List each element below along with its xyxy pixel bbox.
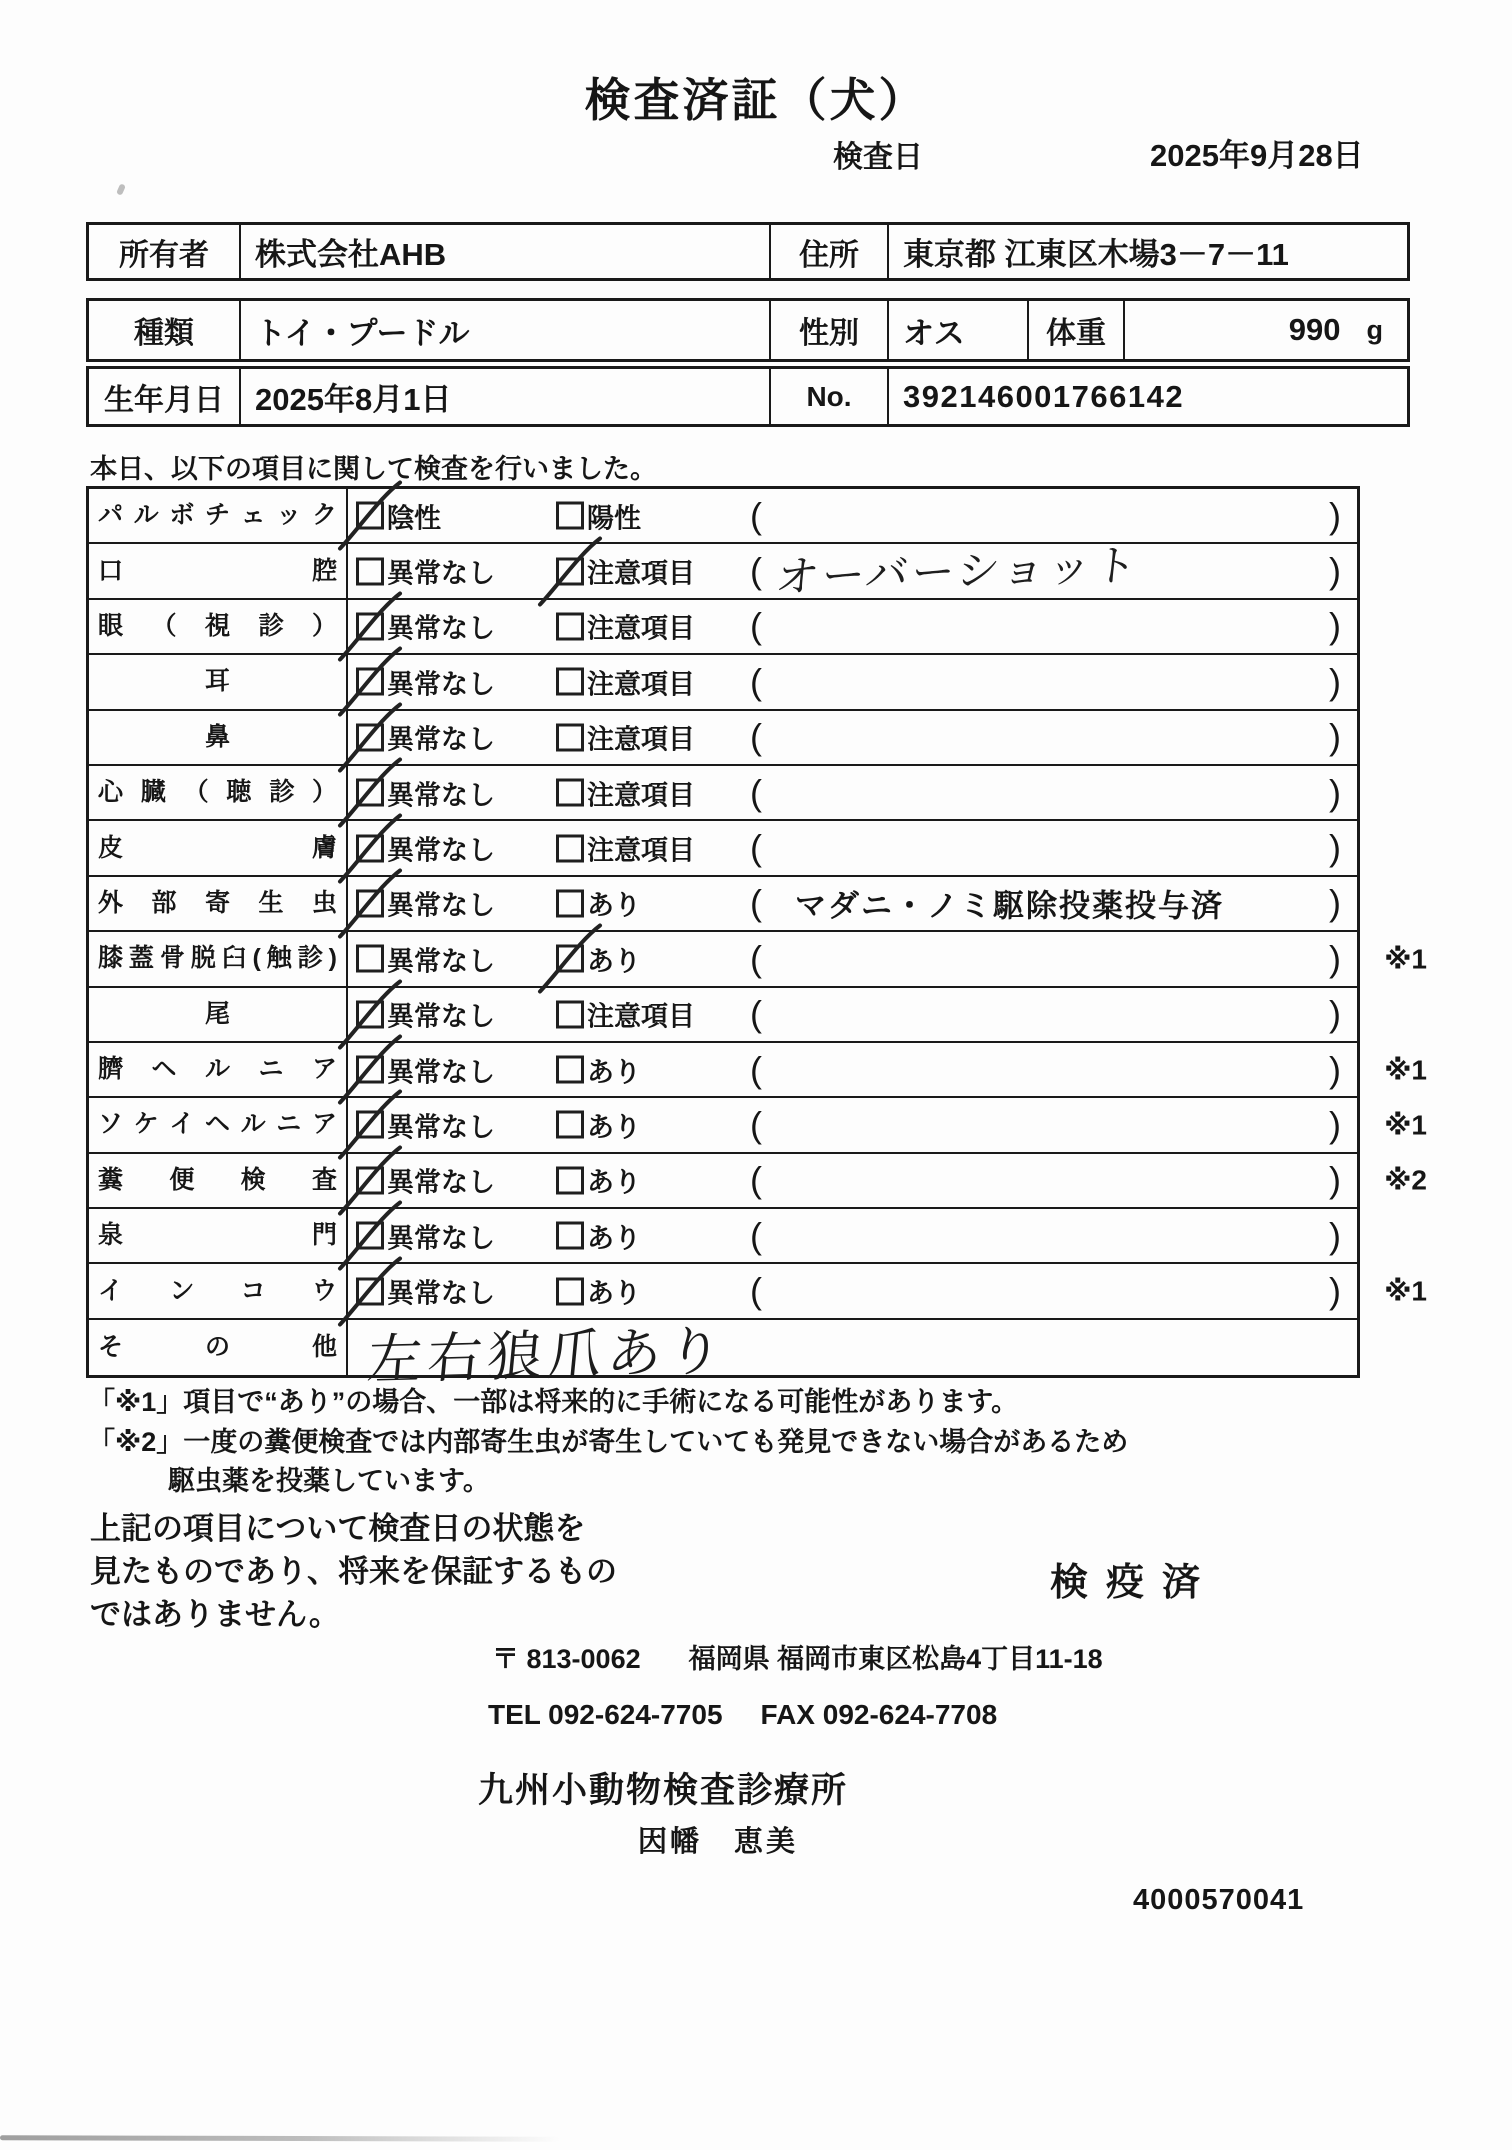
- label-char: （: [151, 611, 177, 640]
- exam-option: [356, 1161, 495, 1200]
- exam-row-content: [348, 1043, 1427, 1096]
- exam-option: [356, 829, 495, 868]
- label-char: そ: [98, 1333, 124, 1362]
- paren-close: ): [1329, 1214, 1341, 1256]
- label-char: ニ: [276, 1110, 302, 1139]
- exam-option-label: あり: [587, 1223, 641, 1254]
- address-label: 住所: [771, 225, 889, 278]
- checkbox-checked: [356, 1111, 384, 1139]
- exam-option: [356, 1216, 495, 1255]
- exam-row-content: [348, 541, 1357, 603]
- exam-option: [556, 496, 641, 535]
- paren-open: (: [750, 937, 762, 979]
- label-char: 口: [98, 556, 124, 585]
- exam-option: [356, 773, 495, 812]
- exam-option-label: 異常なし: [387, 890, 495, 921]
- paren-close: ): [1329, 771, 1341, 813]
- label-char: 視: [204, 611, 230, 640]
- label-char: 臼: [221, 944, 247, 973]
- checkbox-checked: [356, 1222, 384, 1250]
- exam-option: [556, 829, 695, 868]
- checkbox-checked: [356, 1166, 384, 1194]
- exam-row-content: [348, 600, 1357, 653]
- exam-option-label: 異常なし: [387, 613, 495, 644]
- exam-option-label: あり: [587, 1057, 641, 1088]
- number-value: 392146001766142: [903, 378, 1185, 414]
- owner-value: 株式会社AHB: [241, 225, 771, 278]
- breed-label: 種類: [89, 301, 241, 359]
- exam-row-label-cell: [89, 1264, 348, 1317]
- owner-address-table: [86, 222, 1410, 281]
- checkbox: [556, 834, 584, 862]
- paren-close: ): [1329, 937, 1341, 979]
- label-char: 診: [297, 944, 323, 973]
- exam-row-label: [98, 611, 337, 640]
- quarantine-stamp: 検疫済: [1050, 1562, 1219, 1604]
- exam-row-label-cell: [89, 821, 348, 874]
- checkbox-checked: [356, 834, 384, 862]
- exam-row-label: 鼻: [204, 722, 230, 751]
- exam-option-label: あり: [587, 1278, 641, 1309]
- exam-row: [89, 655, 1357, 710]
- label-char: ヘ: [204, 1110, 230, 1139]
- exam-row: [89, 1320, 1357, 1391]
- checkbox: [556, 1277, 584, 1305]
- paren-open: (: [750, 1270, 762, 1312]
- exam-row-label: [98, 556, 337, 585]
- reference-mark: ※1: [1384, 1275, 1427, 1307]
- footnote-1: 「※1」項目で“あり”の場合、一部は将来的に手術になる可能性があります。: [88, 1387, 1019, 1417]
- exam-option: [556, 1161, 641, 1200]
- label-char: ル: [240, 1110, 266, 1139]
- paren-open: (: [750, 1214, 762, 1256]
- exam-row: [89, 1209, 1357, 1264]
- label-char: 脱: [190, 944, 216, 973]
- paren-close: ): [1329, 550, 1341, 592]
- exam-row-label-cell: [89, 655, 348, 708]
- clinic-name: 九州小動物検査診療所: [478, 1771, 849, 1810]
- serial-number: 4000570041: [1133, 1884, 1305, 1916]
- exam-option-label: 異常なし: [387, 1001, 495, 1032]
- birthdate-value: 2025年8月1日: [241, 369, 771, 424]
- exam-option-label: 異常なし: [387, 669, 495, 700]
- exam-option-label: あり: [587, 1112, 641, 1143]
- label-char: イ: [169, 1110, 195, 1139]
- weight-unit: g: [1366, 314, 1383, 345]
- scan-speck: [116, 183, 126, 195]
- exam-option: [556, 884, 641, 923]
- label-char: 聴: [226, 778, 252, 807]
- exam-option: [556, 939, 641, 978]
- checkbox: [356, 557, 384, 585]
- label-char: 膚: [311, 833, 337, 862]
- page-title: 検査済証（犬）: [584, 74, 928, 126]
- exam-option-label: 注意項目: [587, 724, 695, 755]
- label-char: ン: [169, 1276, 195, 1305]
- reference-mark: ※2: [1384, 1164, 1427, 1196]
- exam-option-label: あり: [587, 946, 641, 977]
- label-char: ニ: [258, 1055, 284, 1084]
- exam-row: [89, 821, 1357, 876]
- label-char: ク: [311, 501, 337, 530]
- exam-option-label: 異常なし: [387, 1057, 495, 1088]
- label-char: コ: [240, 1276, 266, 1305]
- number-label: No.: [771, 369, 889, 424]
- label-char: 糞: [98, 1165, 124, 1194]
- label-char: （: [183, 778, 209, 807]
- birthdate-number-table: [86, 366, 1410, 427]
- exam-row-label: 尾: [204, 999, 230, 1028]
- label-char: 虫: [311, 888, 337, 917]
- label-char: 泉: [98, 1221, 124, 1250]
- reference-mark: ※1: [1384, 1054, 1427, 1086]
- exam-row: [89, 1154, 1427, 1209]
- exam-row: [89, 1098, 1427, 1153]
- paren-open: (: [750, 1159, 762, 1201]
- inspection-date-value: 2025年9月28日: [1150, 138, 1364, 173]
- paren-open: (: [750, 494, 762, 536]
- clinic-tel: TEL 092-624-7705: [488, 1699, 723, 1730]
- handwritten-note: 左右狼爪あり: [364, 1321, 731, 1391]
- label-char: ）: [311, 778, 337, 807]
- label-char: 蓋: [128, 944, 154, 973]
- label-char: 臍: [98, 1055, 124, 1084]
- checkbox-checked: [356, 723, 384, 751]
- paren-close: ): [1329, 716, 1341, 758]
- exam-option: [556, 1216, 641, 1255]
- label-char: 部: [151, 888, 177, 917]
- label-char: 診: [258, 611, 284, 640]
- label-char: ボ: [169, 501, 195, 530]
- exam-table-rows: [89, 489, 1427, 1391]
- exam-option-label: 異常なし: [387, 780, 495, 811]
- birthdate-label: 生年月日: [89, 369, 241, 424]
- exam-row-label-cell: [89, 988, 348, 1041]
- exam-option: [556, 1105, 641, 1144]
- exam-row-label: [98, 503, 337, 528]
- inspection-date-label: 検査日: [833, 141, 923, 174]
- exam-row-label-cell: [89, 932, 348, 985]
- exam-row: [89, 877, 1357, 932]
- exam-row-content: [348, 711, 1357, 764]
- exam-row-label-cell: [89, 1209, 348, 1262]
- exam-option: [356, 1050, 495, 1089]
- checkbox: [556, 668, 584, 696]
- exam-row-content: [348, 877, 1357, 930]
- breed-value: トイ・プードル: [241, 301, 771, 359]
- exam-row-label: 耳: [204, 667, 230, 696]
- checkbox: [556, 889, 584, 917]
- paren-open: (: [750, 771, 762, 813]
- label-char: ウ: [311, 1276, 337, 1305]
- exam-row-label-cell: [89, 877, 348, 930]
- paren-close: ): [1329, 494, 1341, 536]
- paren-note-printed: マダニ・ノミ駆除投薬投与済: [795, 888, 1224, 924]
- checkbox-checked: [356, 612, 384, 640]
- label-char: (: [252, 944, 261, 973]
- exam-option-label: 異常なし: [387, 1112, 495, 1143]
- exam-option: [556, 1050, 641, 1089]
- paren-close: ): [1329, 1048, 1341, 1090]
- weight-label: 体重: [1029, 301, 1125, 359]
- label-char: ソ: [98, 1110, 124, 1139]
- label-char: 心: [98, 778, 124, 807]
- label-char: ッ: [276, 501, 302, 530]
- label-char: ヘ: [151, 1055, 177, 1084]
- exam-row-content: [348, 1209, 1357, 1262]
- exam-option-label: 注意項目: [587, 1001, 695, 1032]
- label-char: ケ: [133, 1110, 159, 1139]
- label-char: 骨: [159, 944, 185, 973]
- exam-option-label: 異常なし: [387, 1278, 495, 1309]
- exam-option-label: 注意項目: [587, 669, 695, 700]
- exam-option-label: 注意項目: [587, 558, 695, 589]
- disclaimer-line-3: ではありません。: [90, 1597, 340, 1632]
- exam-row-content: [348, 489, 1357, 542]
- exam-option: [356, 939, 495, 978]
- exam-option-label: 異常なし: [387, 1167, 495, 1198]
- exam-option-label: 異常なし: [387, 558, 495, 589]
- exam-option: [556, 1272, 641, 1311]
- exam-row-label: [98, 1112, 337, 1137]
- label-char: チ: [204, 501, 230, 530]
- exam-row-label: [98, 1223, 337, 1248]
- exam-option-label: あり: [587, 1167, 641, 1198]
- checkbox: [556, 1222, 584, 1250]
- exam-row: [89, 489, 1357, 544]
- exam-row-content: [348, 1154, 1427, 1207]
- exam-row-label-cell: [89, 489, 348, 542]
- label-char: ）: [311, 611, 337, 640]
- checkbox-checked: [356, 1277, 384, 1305]
- checkbox-checked: [356, 502, 384, 530]
- exam-option: [556, 607, 695, 646]
- exam-row-label: [98, 1057, 337, 1082]
- exam-row-label: [98, 1335, 337, 1360]
- exam-row-content: [348, 932, 1427, 985]
- weight-value-cell: [1125, 301, 1407, 359]
- paren-open: (: [750, 827, 762, 869]
- checkbox-checked: [356, 889, 384, 917]
- exam-row: [89, 600, 1357, 655]
- exam-option: [356, 1272, 495, 1311]
- exam-row-label-cell: [89, 544, 348, 597]
- label-char: イ: [98, 1276, 124, 1305]
- label-char: 臓: [140, 778, 166, 807]
- label-char: 膝: [98, 944, 124, 973]
- exam-option: [356, 496, 441, 535]
- exam-row: [89, 1043, 1427, 1098]
- checkbox: [556, 779, 584, 807]
- clinic-postal-code: 〒 813-0062: [492, 1644, 641, 1674]
- paren-close: ): [1329, 1103, 1341, 1145]
- checkbox: [356, 945, 384, 973]
- label-char: ル: [204, 1055, 230, 1084]
- paren-close: ): [1329, 827, 1341, 869]
- exam-row-content: [348, 1098, 1427, 1151]
- exam-row-label-cell: [89, 1320, 348, 1375]
- checkbox-checked: [356, 668, 384, 696]
- paren-open: (: [750, 882, 762, 924]
- exam-row-label: [98, 1165, 337, 1194]
- intro-text: 本日、以下の項目に関して検査を行いました。: [90, 454, 657, 484]
- exam-option: [356, 884, 495, 923]
- exam-row-label-cell: [89, 1154, 348, 1207]
- exam-row-content: [348, 821, 1357, 874]
- exam-option-label: 注意項目: [587, 780, 695, 811]
- paren-open: (: [750, 716, 762, 758]
- breed-sex-weight-table: [86, 298, 1410, 362]
- paren-open: (: [750, 1103, 762, 1145]
- exam-row-content: [348, 766, 1357, 819]
- paren-open: (: [750, 993, 762, 1035]
- exam-row-label: [98, 1276, 337, 1305]
- exam-option: [356, 662, 495, 701]
- paren-close: ): [1329, 605, 1341, 647]
- label-char: 他: [311, 1333, 337, 1362]
- paren-open: (: [750, 660, 762, 702]
- exam-option-label: 異常なし: [387, 946, 495, 977]
- paren-close: ): [1329, 1270, 1341, 1312]
- exam-row-label: [98, 946, 337, 971]
- clinic-tel-line: [488, 1699, 997, 1731]
- exam-table: [86, 486, 1427, 1391]
- checkbox: [556, 612, 584, 640]
- exam-row: [89, 932, 1427, 987]
- exam-row: [89, 541, 1357, 603]
- exam-option: [356, 718, 495, 757]
- label-char: 検: [240, 1165, 266, 1194]
- exam-row-label-cell: [89, 1043, 348, 1096]
- reference-mark: ※1: [1384, 943, 1427, 975]
- checkbox-checked: [556, 557, 584, 585]
- exam-row-content: [348, 1320, 1357, 1391]
- exam-option: [556, 773, 695, 812]
- label-char: 査: [311, 1165, 337, 1194]
- clinic-fax: FAX 092-624-7708: [760, 1699, 998, 1730]
- exam-option: [356, 552, 495, 591]
- label-char: ア: [311, 1110, 337, 1139]
- label-char: ア: [311, 1055, 337, 1084]
- label-char: ル: [133, 501, 159, 530]
- paren-close: ): [1329, 660, 1341, 702]
- paren-open: (: [750, 605, 762, 647]
- exam-row: [89, 988, 1357, 1043]
- exam-row-label: [98, 888, 337, 917]
- exam-option-label: 異常なし: [387, 724, 495, 755]
- paren-open: (: [750, 1048, 762, 1090]
- exam-row-label-cell: [89, 766, 348, 819]
- exam-row-label: [98, 780, 337, 805]
- label-char: 診: [269, 778, 295, 807]
- checkbox-checked: [556, 945, 584, 973]
- exam-row: [89, 766, 1357, 821]
- paren-close: ): [1329, 1159, 1341, 1201]
- exam-row: [89, 711, 1357, 766]
- paren-close: ): [1329, 882, 1341, 924]
- reference-mark: ※1: [1384, 1109, 1427, 1141]
- exam-option-label: 注意項目: [587, 613, 695, 644]
- exam-option: [356, 995, 495, 1034]
- label-char: 門: [311, 1221, 337, 1250]
- checkbox: [556, 723, 584, 751]
- address-value: 東京都 江東区木場3－7－11: [903, 237, 1289, 272]
- exam-row-label-cell: [89, 600, 348, 653]
- label-char: 腔: [311, 556, 337, 585]
- exam-option-label: 陰性: [387, 503, 441, 534]
- label-char: 触: [266, 944, 292, 973]
- exam-option-label: あり: [587, 890, 641, 921]
- checkbox: [556, 1000, 584, 1028]
- exam-option-label: 注意項目: [587, 835, 695, 866]
- disclaimer-line-2: 見たものであり、将来を保証するもの: [90, 1554, 617, 1589]
- exam-option-label: 異常なし: [387, 835, 495, 866]
- checkbox-checked: [356, 1000, 384, 1028]
- clinic-address: 福岡県 福岡市東区松島4丁目11-18: [688, 1644, 1103, 1674]
- exam-row-label-cell: [89, 1098, 348, 1151]
- weight-value: 990: [1288, 312, 1341, 347]
- label-char: 便: [169, 1165, 195, 1194]
- exam-row-label-cell: [89, 711, 348, 764]
- checkbox: [556, 1111, 584, 1139]
- exam-row-content: [348, 988, 1357, 1041]
- label-char: ェ: [240, 501, 266, 530]
- footnote-2-continued: 駆虫薬を投薬しています。: [168, 1466, 490, 1496]
- label-char: 外: [98, 888, 124, 917]
- label-char: 眼: [98, 611, 124, 640]
- sex-label: 性別: [771, 301, 889, 359]
- exam-row-label: [98, 833, 337, 862]
- label-char: の: [204, 1333, 230, 1362]
- checkbox: [556, 502, 584, 530]
- checkbox-checked: [356, 779, 384, 807]
- scan-smudge: [0, 2135, 560, 2141]
- disclaimer-line-1: 上記の項目について検査日の状態を: [90, 1511, 586, 1546]
- label-char: 生: [258, 888, 284, 917]
- checkbox: [556, 1056, 584, 1084]
- owner-label: 所有者: [89, 225, 241, 278]
- paren-close: ): [1329, 993, 1341, 1035]
- sex-value: オス: [889, 301, 1029, 359]
- clinic-postal-line: [492, 1637, 1103, 1676]
- exam-option: [556, 718, 695, 757]
- label-char: パ: [98, 501, 124, 530]
- handwritten-note: オーバーショット: [773, 541, 1143, 603]
- exam-option-label: 異常なし: [387, 1223, 495, 1254]
- exam-row-content: [348, 1264, 1427, 1317]
- exam-option: [356, 1105, 495, 1144]
- paren-open: (: [750, 550, 762, 592]
- exam-option: [356, 607, 495, 646]
- exam-option: [556, 995, 695, 1034]
- label-char: ): [328, 944, 337, 973]
- checkbox-checked: [356, 1056, 384, 1084]
- veterinarian-name: 因幡 恵美: [638, 1826, 799, 1858]
- exam-option-label: 陽性: [587, 503, 641, 534]
- exam-row-content: [348, 655, 1357, 708]
- label-char: 寄: [204, 888, 230, 917]
- footnote-2: 「※2」一度の糞便検査では内部寄生虫が寄生していても発見できない場合があるため: [88, 1427, 1129, 1457]
- exam-option: [556, 552, 695, 591]
- checkbox: [556, 1166, 584, 1194]
- label-char: 皮: [98, 833, 124, 862]
- exam-option: [556, 662, 695, 701]
